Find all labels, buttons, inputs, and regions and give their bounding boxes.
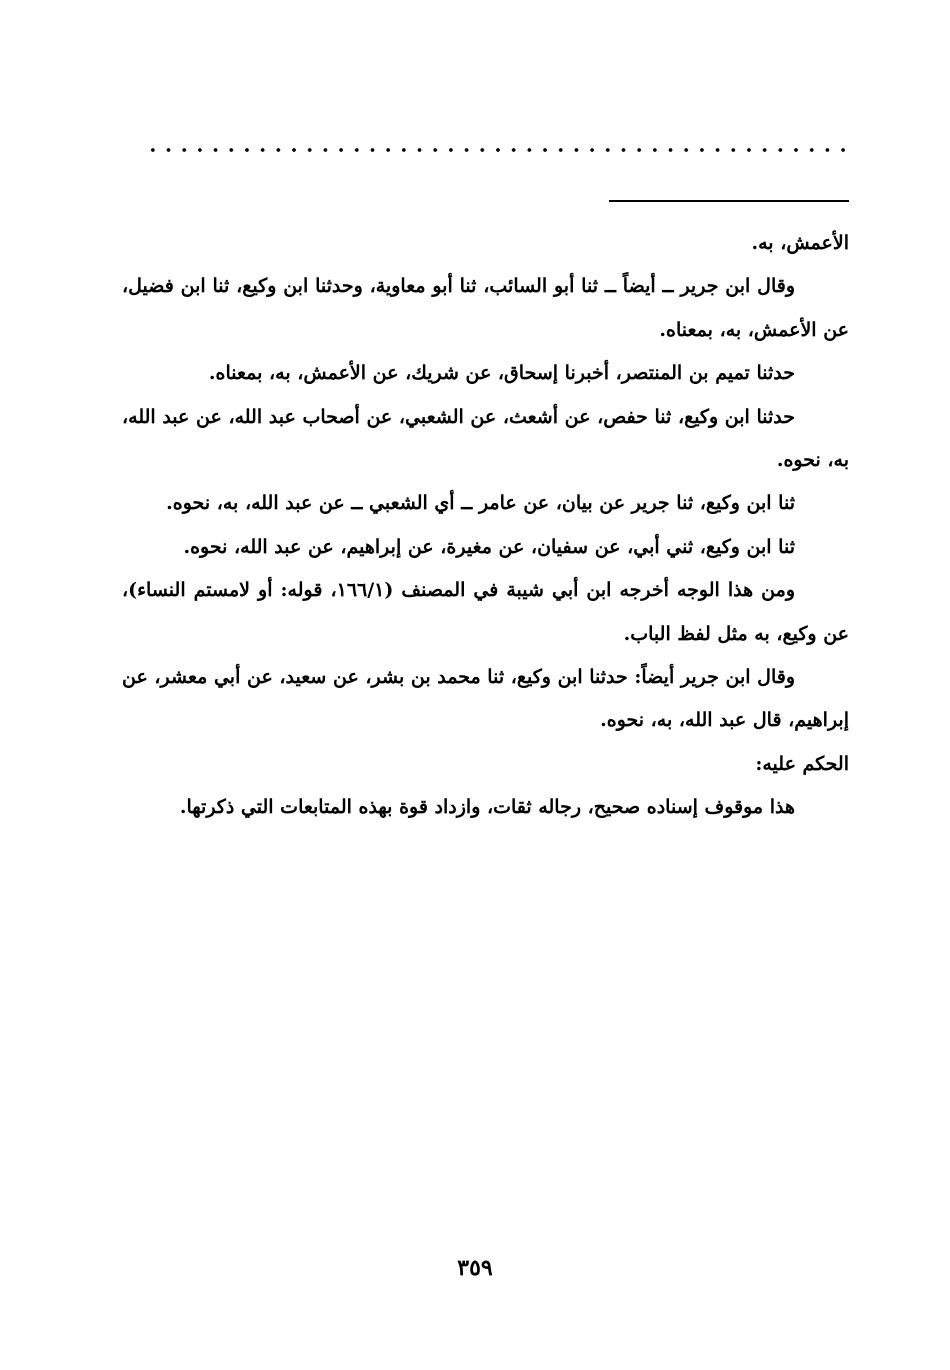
paragraph: حدثنا تميم بن المنتصر، أخبرنا إسحاق، عن شريك، عن الأعمش، به، بمعناه.: [208, 362, 795, 385]
ruling-heading: الحكم عليه:: [755, 752, 849, 775]
paragraph: وقال ابن جرير أيضاً: حدثنا ابن وكيع، ثنا محمد بن بشر، عن سعيد، عن أبي معشر، عن إبراهيم، قال عبد الله، به، نحوه.: [122, 666, 849, 732]
page-number: ٣٥٩: [457, 1255, 493, 1281]
paragraph: ومن هذا الوجه أخرجه ابن أبي شيبة في المصنف (١٦٦/١، قوله: أو لامستم النساء)، عن وكيع، به مثل لفظ الباب.: [122, 579, 849, 645]
paragraph-continuation: الأعمش، به.: [751, 232, 849, 254]
footnote-rule: [609, 200, 849, 202]
dotted-separator: [145, 146, 851, 154]
paragraph: ثنا ابن وكيع، ثني أبي، عن سفيان، عن مغيرة، عن إبراهيم، عن عبد الله، نحوه.: [183, 535, 795, 558]
paragraph: ثنا ابن وكيع، ثنا جرير عن بيان، عن عامر ــ أي الشعبي ــ عن عبد الله، به، نحوه.: [166, 492, 795, 515]
ruling-text: هذا موقوف إسناده صحيح، رجاله ثقات، وازداد قوة بهذه المتابعات التي ذكرتها.: [179, 796, 795, 819]
paragraph: حدثنا ابن وكيع، ثنا حفص، عن أشعث، عن الشعبي، عن أصحاب عبد الله، عن عبد الله، به، نحوه.: [122, 405, 849, 472]
paragraph: وقال ابن جرير ــ أيضاً ــ ثنا أبو السائب، ثنا أبو معاوية، وحدثنا ابن وكيع، ثنا ابن فضيل، عن الأعمش، به، بمعناه.: [122, 275, 849, 341]
page-body: [122, 222, 849, 830]
